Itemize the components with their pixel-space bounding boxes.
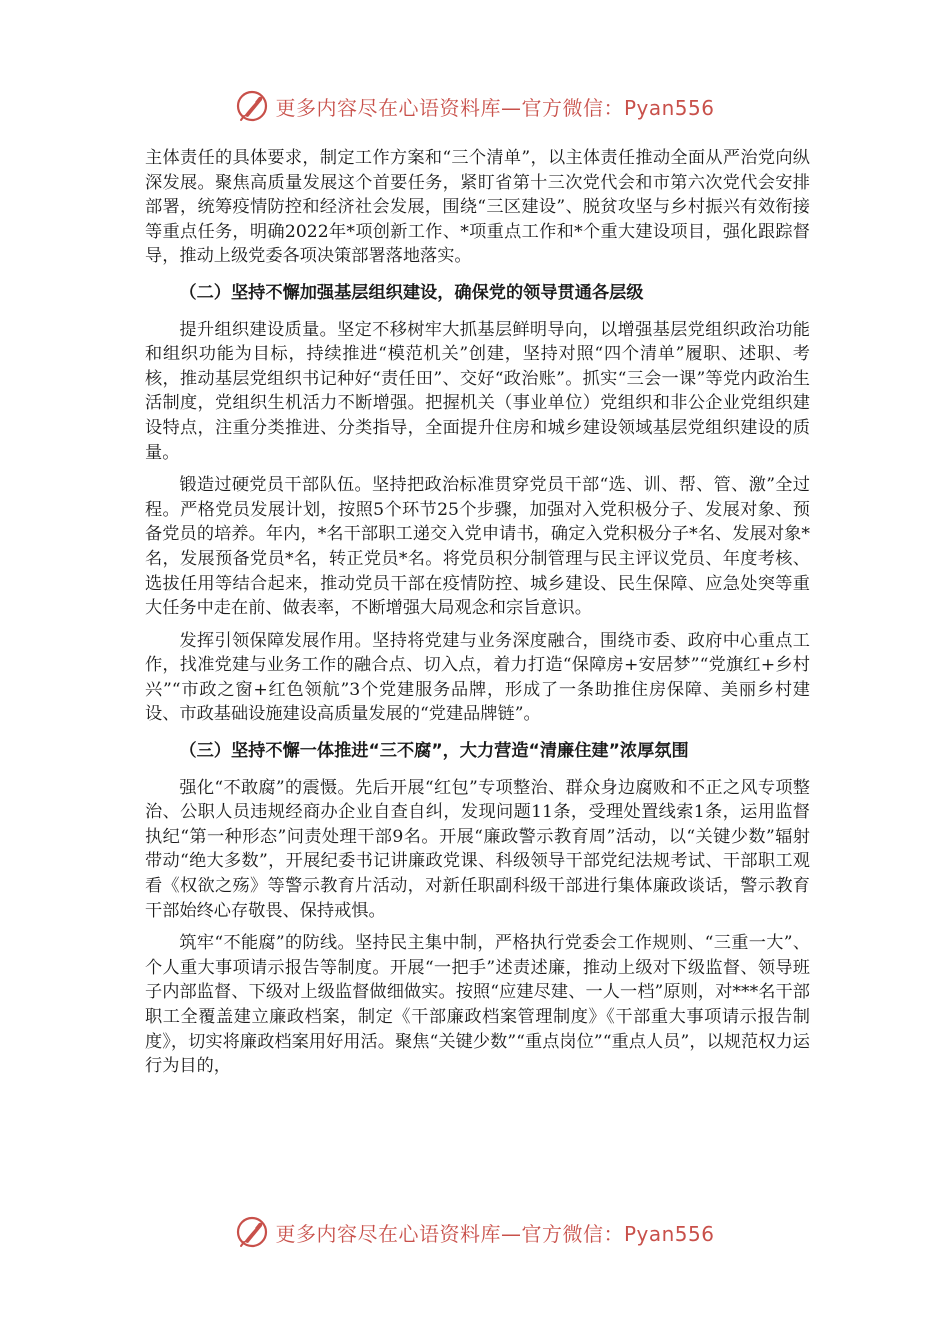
section-heading-3: （三）坚持不懈一体推进“三不腐”，大力营造“清廉住建”浓厚氛围 [179,741,689,762]
quill-pen-icon [235,1215,269,1249]
watermark-text: 更多内容尽在心语资料库—官方微信：Pyan556 [275,1221,715,1246]
document-body [145,146,810,1079]
paragraph-cadre-team: 锻造过硬党员干部队伍。坚持把政治标准贯穿党员干部“选、训、帮、管、激”全过程。严格党员发展计划，按照5个环节25个步骤，加强对入党积极分子、发展对象、预备党员的培养。年内，*名干部职工递交入党申请书，确定入党积极分子*名、发展对象*名，发展预备党员*名，转正党员*名。将党员积分制管理与民主评议党员、年度考核、选拔任用等结合起来，推动党员干部在疫情防控、城乡建设、民生保障、应急处突等重大任务中走在前、做表率，不断增强大局观念和宗旨意识。 [145,475,810,619]
paragraph-dare-not-corrupt: 强化“不敢腐”的震慑。先后开展“红包”专项整治、群众身边腐败和不正之风专项整治、公职人员违规经商办企业自查自纠，发现问题11条，受理处置线索1条，运用监督执纪“第一种形态”问责处理干部9名。开展“廉政警示教育周”活动，以“关键少数”辐射带动“绝大多数”，开展纪委书记讲廉政党课、科级领导干部党纪法规考试、干部职工观看《权欲之殇》等警示教育片活动，对新任职副科级干部进行集体廉政谈话，警示教育干部始终心存敬畏、保持戒惧。 [145,777,810,921]
paragraph-organization-quality: 提升组织建设质量。坚定不移树牢大抓基层鲜明导向，以增强基层党组织政治功能和组织功能为目标，持续推进“模范机关”创建，坚持对照“四个清单”履职、述职、考核，推动基层党组织书记种好“责任田”、交好“政治账”。抓实“三会一课”等党内政治生活制度，党组织生机活力不断增强。把握机关（事业单位）党组织和非公企业党组织建设特点，注重分类推进、分类指导，全面提升住房和城乡建设领域基层党组织建设的质量。 [145,319,810,463]
watermark-text: 更多内容尽在心语资料库—官方微信：Pyan556 [275,95,715,120]
paragraph-leading-role: 发挥引领保障发展作用。坚持将党建与业务深度融合，围绕市委、政府中心重点工作，找准党建与业务工作的融合点、切入点，着力打造“保障房+安居梦”“党旗红+乡村兴”“市政之窗+红色领航”3个党建服务品牌，形成了一条助推住房保障、美丽乡村建设、市政基础设施建设高质量发展的“党建品牌链”。 [145,630,810,725]
intro-paragraph: 主体责任的具体要求，制定工作方案和“三个清单”，以主体责任推动全面从严治党向纵深发展。聚焦高质量发展这个首要任务，紧盯省第十三次党代会和市第六次党代会安排部署，统筹疫情防控和经济社会发展，围绕“三区建设”、脱贫攻坚与乡村振兴有效衔接等重点任务，明确2022年*项创新工作、*项重点工作和*个重大建设项目，强化跟踪督导，推动上级党委各项决策部署落地落实。 [145,148,810,267]
quill-pen-icon [235,89,269,123]
paragraph-cannot-corrupt: 筑牢“不能腐”的防线。坚持民主集中制，严格执行党委会工作规则、“三重一大”、个人重大事项请示报告等制度。开展“一把手”述责述廉，推动上级对下级监督、领导班子内部监督、下级对上级监督做细做实。按照“应建尽建、一人一档”原则，对***名干部职工全覆盖建立廉政档案，制定《干部廉政档案管理制度》《干部重大事项请示报告制度》，切实将廉政档案用好用活。聚焦“关键少数”“重点岗位”“重点人员”，以规范权力运行为目的， [145,933,810,1077]
header-watermark [0,86,950,126]
section-heading-2: （二）坚持不懈加强基层组织建设，确保党的领导贯通各层级 [179,282,644,303]
footer-watermark [0,1212,950,1252]
